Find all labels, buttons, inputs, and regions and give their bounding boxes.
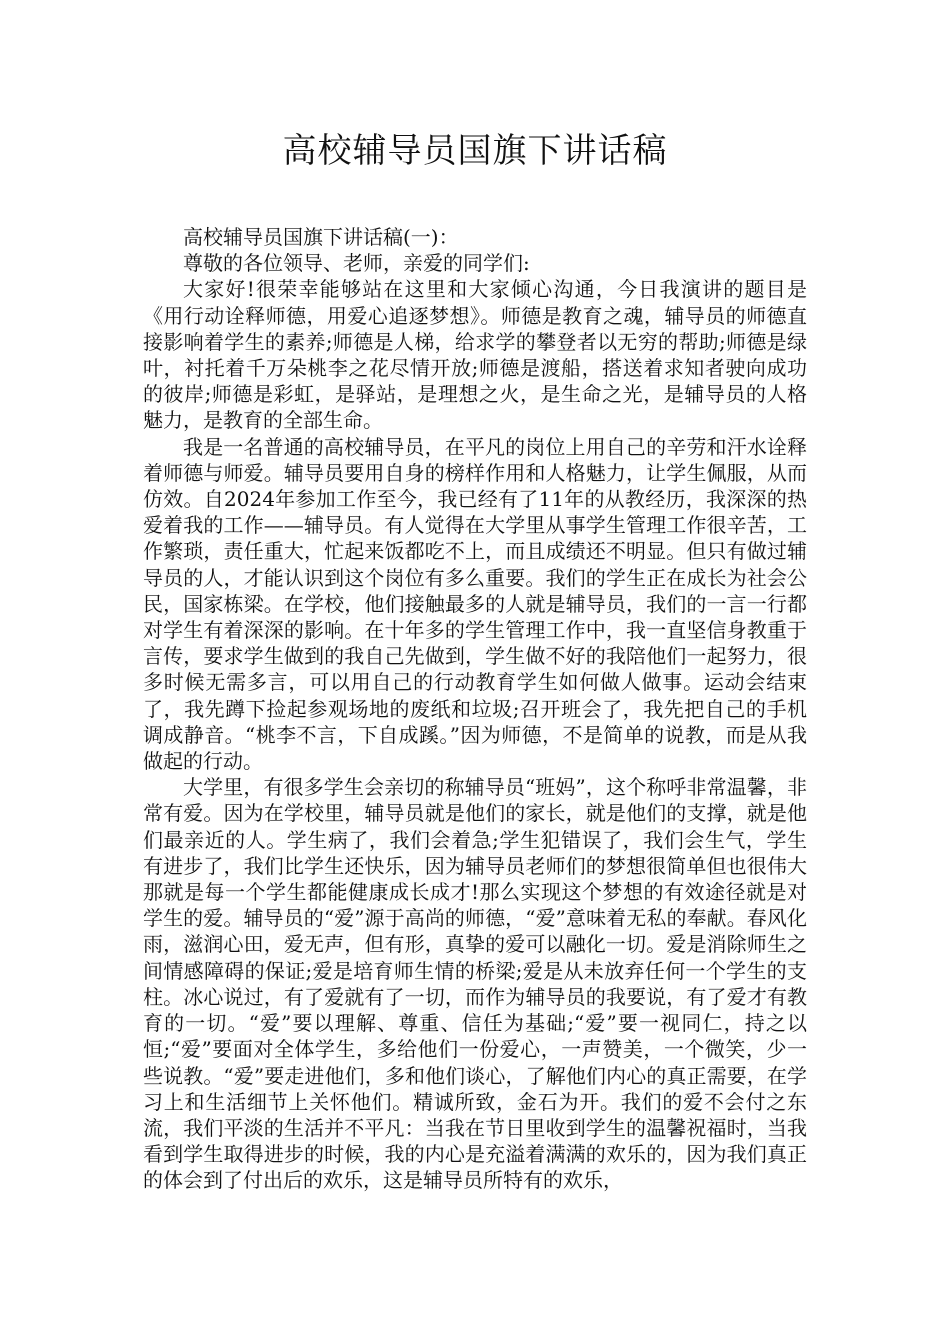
paragraph-subtitle: 高校辅导员国旗下讲话稿(一)：	[183, 225, 459, 249]
paragraph-love: 大学里，有很多学生会亲切的称辅导员“班妈”，这个称呼非常温馨，非常有爱。因为在学校里，辅导员就是他们的家长，就是他们的支撑，就是他们最亲近的人。学生病了，我们会着急;学生犯错误了，我们会生气，学生有进步了，我们比学生还快乐，因为辅导员老师们的梦想很简单但也很伟大那就是每一个学生都能健康成长成才!那么实现这个梦想的有效途径就是对学生的爱。辅导员的“爱”源于高尚的师德，“爱”意味着无私的奉献。春风化雨，滋润心田，爱无声，但有形，真挚的爱可以融化一切。爱是消除师生之间情感障碍的保证;爱是培育师生情的桥梁;爱是从未放弃任何一个学生的支柱。冰心说过，有了爱就有了一切，而作为辅导员的我要说，有了爱才有教育的一切。“爱”要以理解、尊重、信任为基础;“爱”要一视同仁，持之以恒;“爱”要面对全体学生，多给他们一份爱心，一声赞美，一个微笑，少一些说教。“爱”要走进他们，多和他们谈心，了解他们内心的真正需要，在学习上和生活细节上关怀他们。精诚所致，金石为开。我们的爱不会付之东流，我们平淡的生活并不平凡：当我在节日里收到学生的温馨祝福时，当我看到学生取得进步的时候，我的内心是充溢着满满的欢乐的，因为我们真正的体会到了付出后的欢乐，这是辅导员所特有的欢乐，	[143, 775, 807, 1193]
document-body	[143, 224, 807, 1194]
paragraph-salutation: 尊敬的各位领导、老师，亲爱的同学们:	[183, 251, 530, 276]
paragraph-opening: 大家好!很荣幸能够站在这里和大家倾心沟通，今日我演讲的题目是《用行动诠释师德，用爱心追逐梦想》。师德是教育之魂，辅导员的师德直接影响着学生的素养;师德是人梯，给求学的攀登者以无穷的帮助;师德是绿叶，衬托着千万朵桃李之花尽情开放;师德是渡船，搭送着求知者驶向成功的彼岸;师德是彩虹，是驿站，是理想之火，是生命之光，是辅导员的人格魅力，是教育的全部生命。	[143, 277, 807, 433]
paragraph-example: 我是一名普通的高校辅导员，在平凡的岗位上用自己的辛劳和汗水诠释着师德与师爱。辅导员要用自身的榜样作用和人格魅力，让学生佩服，从而仿效。自2024年参加工作至今，我已经有了11年的从教经历，我深深的热爱着我的工作——辅导员。有人觉得在大学里从事学生管理工作很辛苦，工作繁琐，责任重大，忙起来饭都吃不上，而且成绩还不明显。但只有做过辅导员的人，才能认识到这个岗位有多么重要。我们的学生正在成长为社会公民，国家栋梁。在学校，他们接触最多的人就是辅导员，我们的一言一行都对学生有着深深的影响。在十年多的学生管理工作中，我一直坚信身教重于言传，要求学生做到的我自己先做到，学生做不好的我陪他们一起努力，很多时候无需多言，可以用自己的行动教育学生如何做人做事。运动会结束了，我先蹲下捡起参观场地的废纸和垃圾;召开班会了，我先把自己的手机调成静音。“桃李不言，下自成蹊。”因为师德，不是简单的说教，而是从我做起的行动。	[143, 434, 807, 774]
document-title: 高校辅导员国旗下讲话稿	[282, 131, 668, 171]
